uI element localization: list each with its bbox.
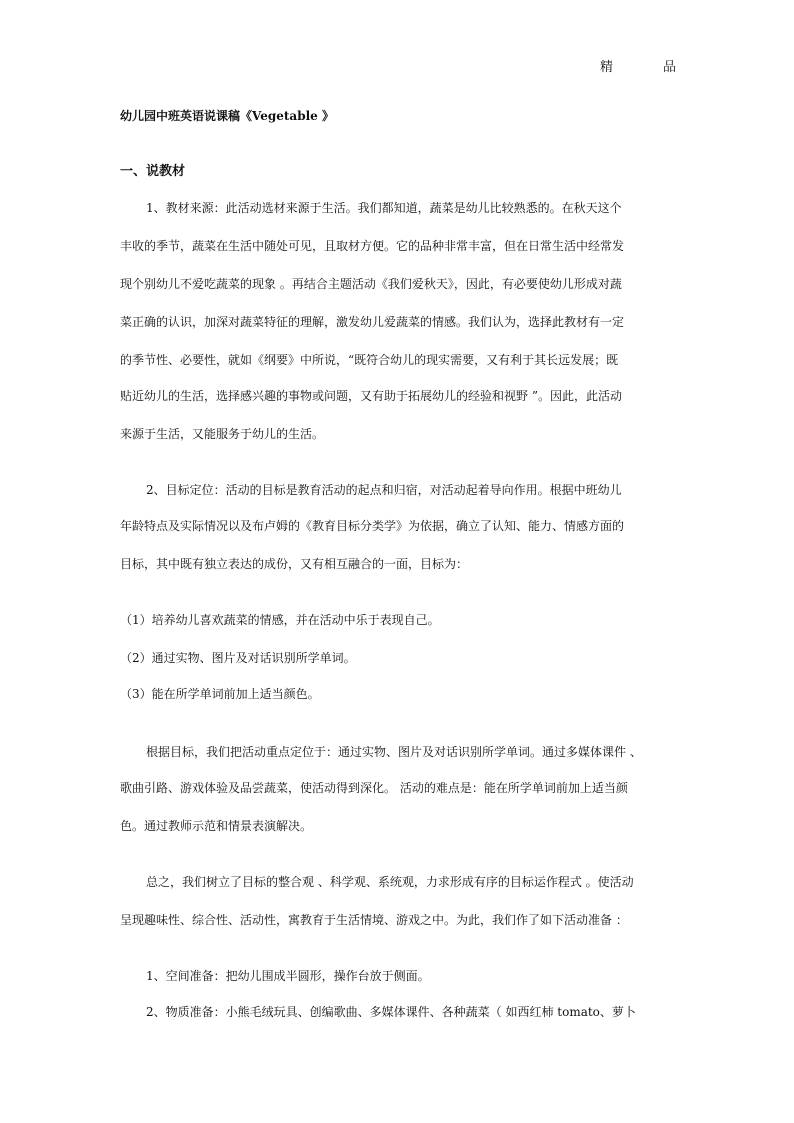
- paragraph-2-line: 2、目标定位：活动的目标是教育活动的起点和归宿，对活动起着导向作用。根据中班幼儿: [146, 483, 622, 497]
- preparation-item: 2、物质准备：小熊毛绒玩具、创编歌曲、多媒体课件、各种蔬菜（ 如西红柿 tomato、萝卜: [146, 1005, 636, 1019]
- document-title: 幼儿园中班英语说课稿《Vegetable 》: [120, 109, 334, 123]
- paragraph-2-line: 目标，其中既有独立表达的成份，又有相互融合的一面，目标为：: [120, 557, 469, 571]
- paragraph-1-line: 1、教材来源：此活动选材来源于生活。我们都知道，蔬菜是幼儿比较熟悉的。在秋天这个: [146, 201, 622, 215]
- paragraph-3-line: 根据目标，我们把活动重点定位于：通过实物、图片及对话识别所学单词。通过多媒体课件 、: [146, 745, 642, 759]
- goal-item: （3）能在所学单词前加上适当颜色。: [120, 687, 320, 701]
- paragraph-1-line: 贴近幼儿的生活，选择感兴趣的事物或问题，又有助于拓展幼儿的经验和视野 ”。因此，此活动: [120, 389, 622, 403]
- paragraph-1-line: 的季节性、必要性，就如《纲要》中所说，“既符合幼儿的现实需要，又有利于其长远发展；既: [120, 353, 619, 367]
- goal-item: （2）通过实物、图片及对话识别所学单词。: [120, 651, 356, 665]
- paragraph-4-line: 呈现趣味性、综合性、活动性，寓教育于生活情境、游戏之中。为此，我们作了如下活动准备 ：: [120, 913, 628, 927]
- goal-item: （1）培养幼儿喜欢蔬菜的情感，并在活动中乐于表现自己。: [120, 613, 440, 627]
- paragraph-2-line: 年龄特点及实际情况以及布卢姆的《教育目标分类学》为依据，确立了认知、能力、情感方面的: [120, 519, 625, 533]
- page-header: [600, 58, 676, 78]
- preparation-item: 1、空间准备：把幼儿围成半圆形，操作台放于侧面。: [146, 969, 430, 983]
- paragraph-3-line: 色。通过教师示范和情景表演解决。: [120, 819, 313, 833]
- paragraph-1-line: 现个别幼儿不爱吃蔬菜的现象 。再结合主题活动《我们爱秋天》，因此，有必要使幼儿形成对蔬: [120, 277, 622, 291]
- paragraph-1-line: 来源于生活，又能服务于幼儿的生活。: [120, 427, 325, 441]
- paragraph-3-line: 歌曲引路、游戏体验及品尝蔬菜，使活动得到深化。 活动的难点是：能在所学单词前加上适当颜: [120, 781, 628, 795]
- paragraph-4-line: 总之，我们树立了目标的整合观 、科学观、系统观，力求形成有序的目标运作程式 。使活动: [146, 875, 634, 889]
- section-heading: 一、说教材: [120, 164, 186, 179]
- header-char-left: 精: [600, 60, 614, 75]
- header-char-right: 品: [662, 60, 676, 75]
- paragraph-1-line: 丰收的季节，蔬菜在生活中随处可见，且取材方便。它的品种非常丰富，但在日常生活中经常发: [120, 239, 625, 253]
- paragraph-1-line: 菜正确的认识，加深对蔬菜特征的理解，激发幼儿爱蔬菜的情感。我们认为，选择此教材有一定: [120, 315, 625, 329]
